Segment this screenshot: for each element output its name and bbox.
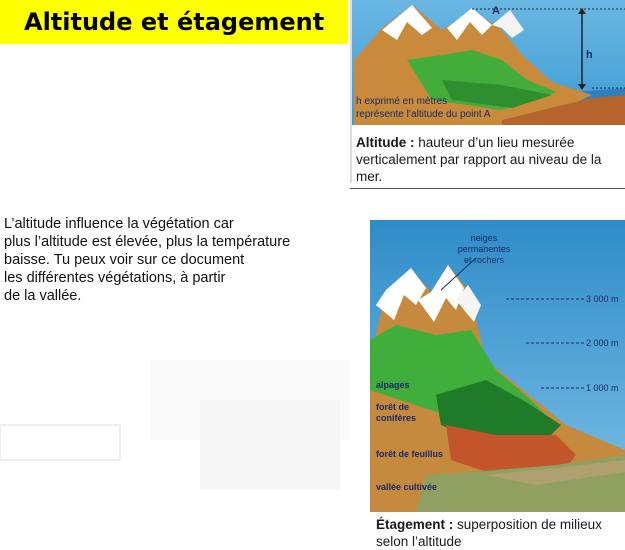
altitude-definition-2: verticalement par rapport au niveau de la mer. xyxy=(356,152,602,183)
altitude-caption xyxy=(356,134,625,183)
etagement-term: Étagement : xyxy=(376,517,454,532)
zone-conifers-2: conifères xyxy=(376,413,417,423)
point-a-label: A xyxy=(492,5,500,17)
altitude-note-1: h exprimé en mètres xyxy=(356,96,448,107)
altitude-term: Altitude : xyxy=(356,135,415,150)
zone-conifers-1: forêt de xyxy=(376,402,410,412)
intro-line: de la vallée. xyxy=(4,288,82,304)
intro-line: L’altitude influence la végétation car xyxy=(4,216,234,232)
page-title: Altitude et étagement xyxy=(24,8,325,36)
etagement-definition-2: selon l’altitude xyxy=(376,534,462,549)
faint-background-page xyxy=(0,340,350,550)
intro-line: les différentes végétations, à partir xyxy=(4,270,226,286)
etagement-definition-1: superposition de milieux xyxy=(457,517,602,532)
snow-label-1: neiges xyxy=(470,233,498,243)
intro-line: plus l’altitude est élevée, plus la température xyxy=(4,234,291,250)
etagement-figure xyxy=(356,210,625,550)
height-label: h xyxy=(586,49,593,61)
altitude-figure xyxy=(350,0,625,183)
title-banner xyxy=(0,0,348,44)
intro-paragraph xyxy=(4,215,344,305)
altitude-1000: 1 000 m xyxy=(586,383,619,393)
intro-line: baisse. Tu peux voir sur ce document xyxy=(4,252,245,268)
divider xyxy=(350,188,625,189)
altitude-note-2: représente l’altitude du point A xyxy=(356,109,491,120)
zone-deciduous: forêt de feuillus xyxy=(376,449,444,459)
zone-alpages: alpages xyxy=(376,380,410,390)
altitude-2000: 2 000 m xyxy=(586,338,619,348)
snow-label-2: permanentes xyxy=(457,244,511,254)
altitude-3000: 3 000 m xyxy=(586,294,619,304)
etagement-caption xyxy=(376,516,625,550)
etagement-illustration xyxy=(356,210,625,515)
zone-valley: vallée cultivée xyxy=(376,482,438,492)
altitude-definition-1: hauteur d’un lieu mesurée xyxy=(418,135,575,150)
snow-label-3: et rochers xyxy=(463,255,505,265)
